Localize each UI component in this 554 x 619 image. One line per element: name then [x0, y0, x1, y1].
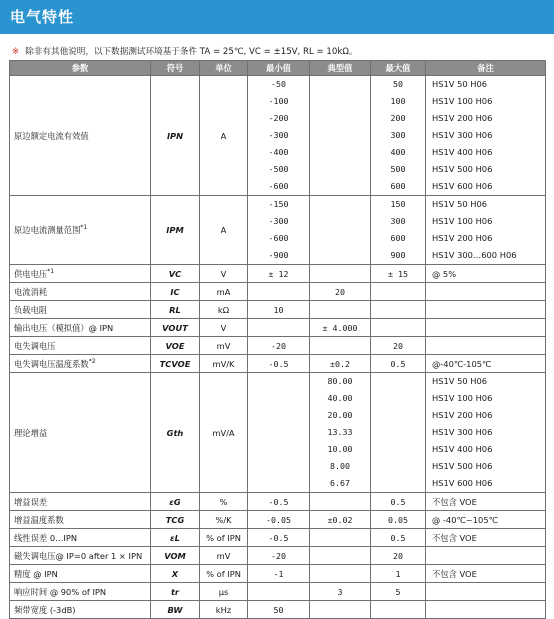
unit-cell: mV — [200, 337, 248, 355]
remark-cell: @ 5% — [426, 265, 546, 283]
unit-cell: mV/A — [200, 373, 248, 493]
min-cell-value: -150 — [268, 199, 289, 209]
remark-cell: @ -40℃~105℃ — [426, 511, 546, 529]
unit-cell: % — [200, 493, 248, 511]
symbol-cell: tr — [151, 583, 200, 601]
min-cell: -0.5 — [248, 529, 310, 547]
max-cell-value — [374, 441, 422, 458]
symbol-cell: TCG — [151, 511, 200, 529]
min-cell: -20 — [248, 547, 310, 565]
max-cell: 20 — [371, 337, 426, 355]
table-row — [10, 337, 546, 355]
max-cell-value — [374, 424, 422, 441]
footnote-marker: *1 — [47, 267, 55, 275]
table-row — [10, 529, 546, 547]
table-row — [10, 601, 546, 619]
param-cell: 供电电压$^{*1}$ — [10, 265, 151, 283]
col-header-symbol: 符号 — [151, 61, 200, 76]
symbol-cell: IC — [151, 283, 200, 301]
min-cell-value — [251, 458, 306, 475]
typ-cell: ±0.02 — [310, 511, 371, 529]
typ-cell — [310, 547, 371, 565]
typ-cell: 20 — [310, 283, 371, 301]
symbol-cell: BW — [151, 601, 200, 619]
col-header-unit: 单位 — [200, 61, 248, 76]
max-cell: ± 15 — [371, 265, 426, 283]
symbol-cell: VOUT — [151, 319, 200, 337]
remark-cell-value: HS1V 600 H06 — [432, 478, 493, 488]
max-cell: 0.05 — [371, 511, 426, 529]
param-cell: 电失调电压温度系数$^{*2}$ — [10, 355, 151, 373]
max-cell-value: 150 — [390, 199, 406, 209]
min-cell: -0.05 — [248, 511, 310, 529]
remark-cell — [426, 76, 546, 196]
max-cell — [371, 76, 426, 196]
symbol-cell: εG — [151, 493, 200, 511]
remark-cell-value: HS1V 300 H06 — [432, 130, 493, 140]
typ-cell: ±0.2 — [310, 355, 371, 373]
unit-cell: μs — [200, 583, 248, 601]
min-cell-value: -100 — [268, 96, 289, 106]
max-cell: 20 — [371, 547, 426, 565]
unit-cell: kHz — [200, 601, 248, 619]
max-cell: 1 — [371, 565, 426, 583]
typ-cell — [310, 493, 371, 511]
typ-cell — [310, 337, 371, 355]
table-row — [10, 301, 546, 319]
typ-cell — [310, 265, 371, 283]
remark-cell — [426, 547, 546, 565]
symbol-cell: εL — [151, 529, 200, 547]
param-cell: 频带宽度 (-3dB) — [10, 601, 151, 619]
max-cell: 0.5 — [371, 529, 426, 547]
col-header-remark: 备注 — [426, 61, 546, 76]
unit-cell: % of IPN — [200, 565, 248, 583]
max-cell: 0.5 — [371, 493, 426, 511]
typ-cell-value: 20.00 — [327, 410, 353, 420]
max-cell — [371, 283, 426, 301]
table-row — [10, 547, 546, 565]
table-row — [10, 319, 546, 337]
max-cell-value: 300 — [390, 130, 406, 140]
min-cell-value — [251, 475, 306, 492]
min-cell-value: -300 — [268, 216, 289, 226]
symbol-cell: IPN — [151, 76, 200, 196]
remark-cell-value: HS1V 500 H06 — [432, 461, 493, 471]
typ-cell: ± 4.000 — [310, 319, 371, 337]
param-cell: 增益温度系数 — [10, 511, 151, 529]
min-cell: -1 — [248, 565, 310, 583]
typ-cell-value — [313, 178, 367, 195]
min-cell-value: -300 — [268, 130, 289, 140]
remark-cell-value: HS1V 300…600 H06 — [432, 250, 517, 260]
table-row — [10, 196, 546, 265]
min-cell — [248, 196, 310, 265]
unit-cell: % of IPN — [200, 529, 248, 547]
symbol-cell: VOM — [151, 547, 200, 565]
remark-cell — [426, 319, 546, 337]
min-cell — [248, 319, 310, 337]
col-header-max: 最大值 — [371, 61, 426, 76]
table-row — [10, 511, 546, 529]
table-row — [10, 583, 546, 601]
typ-cell-value: 80.00 — [327, 376, 353, 386]
remark-cell-value: HS1V 200 H06 — [432, 410, 493, 420]
symbol-cell: X — [151, 565, 200, 583]
min-cell: 50 — [248, 601, 310, 619]
unit-cell: mV — [200, 547, 248, 565]
max-cell — [371, 373, 426, 493]
max-cell-value: 400 — [390, 147, 406, 157]
remark-cell-value: HS1V 100 H06 — [432, 96, 493, 106]
table-row — [10, 283, 546, 301]
table-row — [10, 565, 546, 583]
typ-cell-value — [313, 127, 367, 144]
remark-cell-value: HS1V 100 H06 — [432, 216, 493, 226]
min-cell-value — [251, 390, 306, 407]
typ-cell: 3 — [310, 583, 371, 601]
typ-cell — [310, 196, 371, 265]
typ-cell-value — [313, 93, 367, 110]
min-cell — [248, 283, 310, 301]
min-cell: ± 12 — [248, 265, 310, 283]
footnote-marker: *1 — [80, 224, 88, 232]
remark-cell: 不包含 VOE — [426, 493, 546, 511]
param-cell: 输出电压（模拟值）@ IPN — [10, 319, 151, 337]
max-cell-value: 200 — [390, 113, 406, 123]
remark-cell — [426, 373, 546, 493]
param-cell: 电失调电压 — [10, 337, 151, 355]
unit-cell: kΩ — [200, 301, 248, 319]
typ-cell — [310, 76, 371, 196]
min-cell-value: -600 — [268, 181, 289, 191]
remark-cell-value: HS1V 200 H06 — [432, 233, 493, 243]
symbol-cell: Gth — [151, 373, 200, 493]
table-row — [10, 355, 546, 373]
table-body — [10, 76, 546, 619]
col-header-param: 参数 — [10, 61, 151, 76]
max-cell-value: 500 — [390, 164, 406, 174]
unit-cell: V — [200, 319, 248, 337]
max-cell — [371, 301, 426, 319]
typ-cell-value: 10.00 — [327, 444, 353, 454]
max-cell-value: 300 — [390, 216, 406, 226]
remark-cell — [426, 301, 546, 319]
max-cell-value — [374, 373, 422, 390]
remark-cell — [426, 196, 546, 265]
max-cell-value — [374, 407, 422, 424]
max-cell-value: 600 — [390, 233, 406, 243]
symbol-cell: IPM — [151, 196, 200, 265]
max-cell — [371, 601, 426, 619]
max-cell-value: 50 — [393, 79, 403, 89]
param-cell: 磁失调电压@ IP=0 after 1 × IPN — [10, 547, 151, 565]
param-cell: 增益误差 — [10, 493, 151, 511]
typ-cell-value: 13.33 — [327, 427, 353, 437]
typ-cell-value — [313, 76, 367, 93]
remark-cell — [426, 283, 546, 301]
typ-cell-value — [313, 230, 367, 247]
typ-cell-value: 8.00 — [330, 461, 350, 471]
min-cell: 10 — [248, 301, 310, 319]
remark-cell-value: HS1V 500 H06 — [432, 164, 493, 174]
table-row — [10, 265, 546, 283]
note-text: 除非有其他说明，以下数据测试环境基于条件 TA = 25℃, VC = ±15V, RL = 10kΩ。 — [25, 47, 358, 57]
param-cell: 电流消耗 — [10, 283, 151, 301]
remark-cell: 不包含 VOE — [426, 529, 546, 547]
typ-cell-value — [313, 196, 367, 213]
max-cell — [371, 196, 426, 265]
min-cell-value — [251, 424, 306, 441]
remark-cell-value: HS1V 400 H06 — [432, 147, 493, 157]
remark-cell: @-40℃-105℃ — [426, 355, 546, 373]
param-cell: 线性误差 0…IPN — [10, 529, 151, 547]
unit-cell: A — [200, 76, 248, 196]
typ-cell-value — [313, 161, 367, 178]
max-cell — [371, 319, 426, 337]
typ-cell — [310, 301, 371, 319]
typ-cell — [310, 373, 371, 493]
symbol-cell: VC — [151, 265, 200, 283]
remark-cell: 不包含 VOE — [426, 565, 546, 583]
table-row — [10, 76, 546, 196]
typ-cell-value: 6.67 — [330, 478, 350, 488]
param-cell: 负载电阻 — [10, 301, 151, 319]
min-cell: -20 — [248, 337, 310, 355]
remark-cell-value: HS1V 300 H06 — [432, 427, 493, 437]
max-cell: 5 — [371, 583, 426, 601]
table-row — [10, 373, 546, 493]
section-title: 电气特性 — [10, 8, 75, 26]
unit-cell: mV/K — [200, 355, 248, 373]
typ-cell-value — [313, 144, 367, 161]
min-cell-value: -900 — [268, 250, 289, 260]
typ-cell-value — [313, 247, 367, 264]
remark-cell — [426, 583, 546, 601]
max-cell-value — [374, 390, 422, 407]
unit-cell: V — [200, 265, 248, 283]
col-header-min: 最小值 — [248, 61, 310, 76]
unit-cell: A — [200, 196, 248, 265]
param-cell: 原边电流测量范围$^{*1}$ — [10, 196, 151, 265]
typ-cell — [310, 529, 371, 547]
symbol-cell: TCVOE — [151, 355, 200, 373]
min-cell — [248, 76, 310, 196]
remark-cell-value: HS1V 50 H06 — [432, 376, 488, 386]
note-mark: ※ — [12, 47, 20, 57]
remark-cell-value: HS1V 400 H06 — [432, 444, 493, 454]
remark-cell — [426, 601, 546, 619]
param-cell: 理论增益 — [10, 373, 151, 493]
test-condition-note — [12, 45, 358, 57]
min-cell-value: -500 — [268, 164, 289, 174]
remark-cell-value: HS1V 600 H06 — [432, 181, 493, 191]
min-cell-value: -50 — [271, 79, 286, 89]
remark-cell-value: HS1V 50 H06 — [432, 199, 488, 209]
max-cell: 0.5 — [371, 355, 426, 373]
remark-cell-value: HS1V 100 H06 — [432, 393, 493, 403]
min-cell — [248, 583, 310, 601]
min-cell: -0.5 — [248, 355, 310, 373]
section-header — [0, 0, 554, 34]
table-row — [10, 493, 546, 511]
max-cell-value: 600 — [390, 181, 406, 191]
col-header-typ: 典型值 — [310, 61, 371, 76]
param-cell: 精度 @ IPN — [10, 565, 151, 583]
unit-cell: mA — [200, 283, 248, 301]
max-cell-value: 100 — [390, 96, 406, 106]
remark-cell-value: HS1V 50 H06 — [432, 79, 488, 89]
param-cell: 原边额定电流有效值 — [10, 76, 151, 196]
footnote-marker: *2 — [88, 357, 96, 365]
min-cell — [248, 373, 310, 493]
symbol-cell: RL — [151, 301, 200, 319]
min-cell-value: -400 — [268, 147, 289, 157]
unit-cell: %/K — [200, 511, 248, 529]
typ-cell — [310, 601, 371, 619]
min-cell-value — [251, 407, 306, 424]
max-cell-value: 900 — [390, 250, 406, 260]
max-cell-value — [374, 458, 422, 475]
typ-cell-value: 40.00 — [327, 393, 353, 403]
min-cell: -0.5 — [248, 493, 310, 511]
typ-cell-value — [313, 110, 367, 127]
symbol-cell: VOE — [151, 337, 200, 355]
remark-cell — [426, 337, 546, 355]
electrical-characteristics-table — [9, 60, 546, 619]
max-cell-value — [374, 475, 422, 492]
param-cell: 响应时间 @ 90% of IPN — [10, 583, 151, 601]
min-cell-value — [251, 373, 306, 390]
remark-cell-value: HS1V 200 H06 — [432, 113, 493, 123]
min-cell-value: -600 — [268, 233, 289, 243]
min-cell-value — [251, 441, 306, 458]
typ-cell-value — [313, 213, 367, 230]
typ-cell — [310, 565, 371, 583]
table-header-row — [10, 61, 546, 76]
min-cell-value: -200 — [268, 113, 289, 123]
